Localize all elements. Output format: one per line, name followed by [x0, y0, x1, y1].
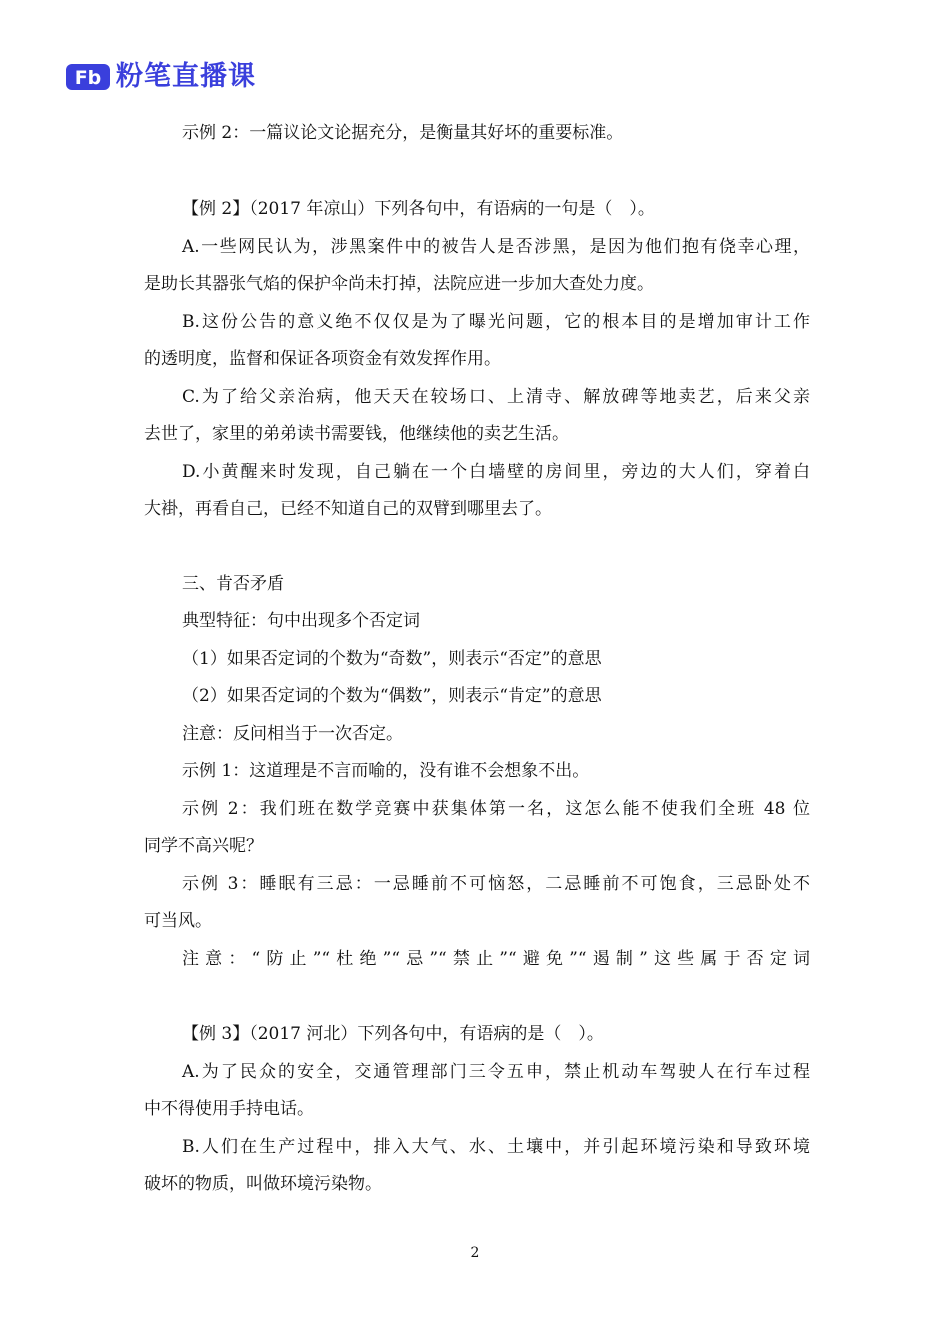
question-2-option-c-line1: C.为了给父亲治病，他天天在较场口、上清寺、解放碑等地卖艺，后来父亲	[182, 387, 810, 407]
rule-even: （2）如果否定词的个数为“偶数”，则表示“肯定”的意思	[182, 686, 602, 706]
question-2-option-b-line1: B.这份公告的意义绝不仅仅是为了曝光问题，它的根本目的是增加审计工作	[182, 312, 810, 332]
rule-odd: （1）如果否定词的个数为“奇数”，则表示“否定”的意思	[182, 649, 602, 669]
paragraph-example-2: 示例 2：一篇议论文论据充分，是衡量其好坏的重要标准。	[182, 123, 624, 143]
question-3-option-a-line2: 中不得使用手持电话。	[144, 1099, 314, 1119]
question-3-option-a-line1: A.为了民众的安全，交通管理部门三令五申，禁止机动车驾驶人在行车过程	[182, 1062, 810, 1082]
logo-mark-text: Fb	[74, 67, 102, 89]
question-3-option-b-line1: B.人们在生产过程中，排入大气、水、土壤中，并引起环境污染和导致环境	[182, 1137, 810, 1157]
typical-feature: 典型特征：句中出现多个否定词	[182, 611, 420, 631]
page-number: 2	[470, 1245, 480, 1261]
question-2-option-b-line2: 的透明度，监督和保证各项资金有效发挥作用。	[144, 349, 501, 369]
example-3-line2: 可当风。	[144, 911, 212, 931]
question-3-title: 【例 3】（2017 河北）下列各句中，有语病的是（ ）。	[182, 1024, 604, 1044]
question-2-option-d-line1: D.小黄醒来时发现，自己躺在一个白墙壁的房间里，旁边的大人们，穿着白	[182, 462, 810, 482]
fb-logo-icon	[66, 60, 110, 94]
example-1: 示例 1：这道理是不言而喻的，没有谁不会想象不出。	[182, 761, 590, 781]
question-3-option-b-line2: 破坏的物质，叫做环境污染物。	[144, 1174, 382, 1194]
question-2-option-a-line2: 是助长其器张气焰的保护伞尚未打掉，法院应进一步加大查处力度。	[144, 274, 654, 294]
example-2-line1: 示例 2：我们班在数学竞赛中获集体第一名，这怎么能不使我们全班 48 位	[182, 799, 810, 819]
logo-text: 粉笔直播课	[116, 61, 256, 92]
example-3-line1: 示例 3：睡眠有三忌：一忌睡前不可恼怒，二忌睡前不可饱食，三忌卧处不	[182, 874, 810, 894]
question-2-title: 【例 2】（2017 年凉山）下列各句中，有语病的一句是（ ）。	[182, 199, 655, 219]
question-2-option-c-line2: 去世了，家里的弟弟读书需要钱，他继续他的卖艺生活。	[144, 424, 569, 444]
question-2-option-d-line2: 大褂，再看自己，已经不知道自己的双臂到哪里去了。	[144, 499, 552, 519]
brand-logo	[66, 60, 256, 94]
note-rhetorical: 注意：反问相当于一次否定。	[182, 724, 403, 744]
example-2-line2: 同学不高兴呢？	[144, 836, 263, 856]
note-negative-words: 注意：“防止”“杜绝”“忌”“禁止”“避免”“遏制”这些属于否定词	[182, 949, 810, 969]
question-2-option-a-line1: A.一些网民认为，涉黑案件中的被告人是否涉黑，是因为他们抱有侥幸心理，	[182, 237, 810, 257]
section-heading: 三、肯否矛盾	[182, 574, 284, 594]
